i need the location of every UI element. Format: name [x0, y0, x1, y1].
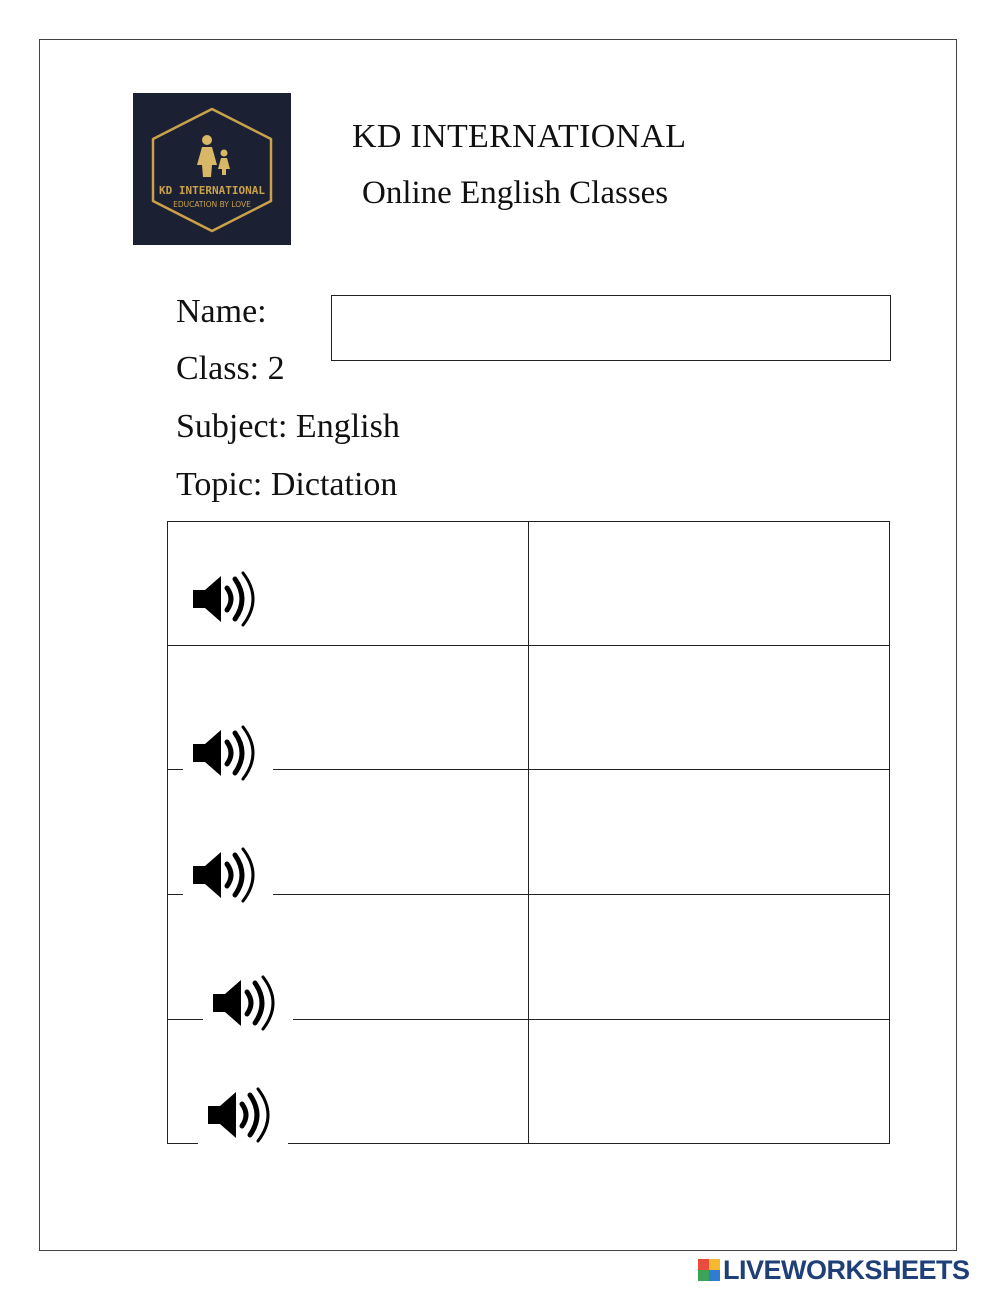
page-subtitle: Online English Classes	[362, 175, 669, 211]
answer-input-5[interactable]	[530, 1022, 888, 1142]
school-logo	[133, 93, 291, 245]
dictation-table	[167, 521, 890, 1144]
row-divider	[168, 894, 889, 895]
column-divider	[528, 522, 529, 1143]
audio-button-2[interactable]	[183, 720, 273, 786]
audio-button-1[interactable]	[183, 566, 273, 632]
liveworksheets-logo[interactable]	[698, 1256, 970, 1284]
subject-label: Subject: English	[176, 408, 400, 445]
logo-title: KD INTERNATIONAL	[159, 184, 265, 197]
audio-button-5[interactable]	[198, 1082, 288, 1148]
answer-input-4[interactable]	[530, 897, 888, 1017]
school-name: KD INTERNATIONAL	[352, 118, 687, 155]
row-divider	[168, 769, 889, 770]
row-divider	[168, 645, 889, 646]
answer-input-3[interactable]	[530, 772, 888, 892]
logo-tagline: EDUCATION BY LOVE	[173, 200, 251, 209]
speaker-icon	[203, 970, 293, 1036]
audio-button-3[interactable]	[183, 842, 273, 908]
audio-button-4[interactable]	[203, 970, 293, 1036]
name-input[interactable]	[331, 295, 891, 361]
name-label: Name:	[176, 293, 267, 330]
topic-label: Topic: Dictation	[176, 466, 398, 503]
mother-child-icon	[197, 135, 230, 177]
brand-text: LIVEWORKSHEETS	[723, 1254, 970, 1285]
answer-input-2[interactable]	[530, 648, 888, 768]
speaker-icon	[183, 842, 273, 908]
brand-mark-icon	[698, 1259, 720, 1281]
speaker-icon	[183, 720, 273, 786]
class-label: Class: 2	[176, 350, 285, 387]
answer-input-1[interactable]	[530, 524, 888, 644]
logo-graphic	[133, 93, 291, 245]
speaker-icon	[183, 566, 273, 632]
speaker-icon	[198, 1082, 288, 1148]
